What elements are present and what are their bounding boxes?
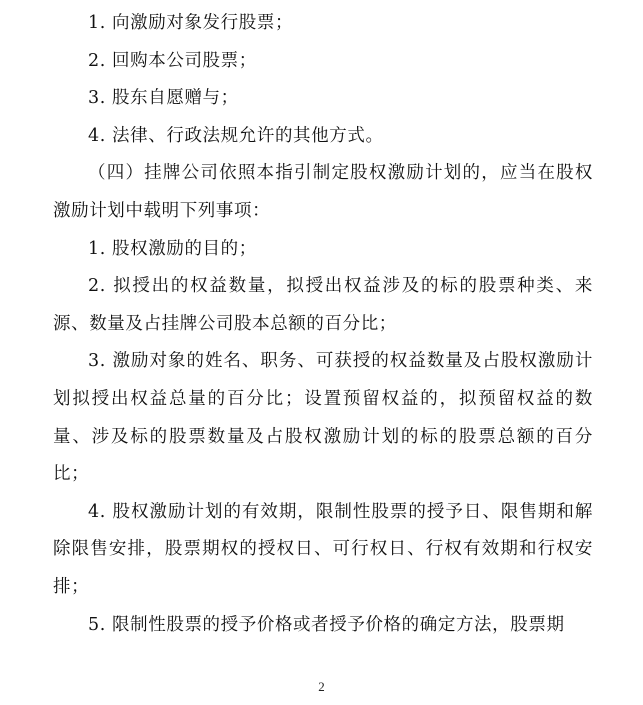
paragraph-method-3: 3. 股东自愿赠与； (88, 88, 239, 109)
paragraph-item-1: 1. 股权激励的目的； (88, 238, 257, 259)
paragraph-item-3: 3. 激励对象的姓名、职务、可获授的权益数量及占股权激励计划拟授出权益总量的百分比；设置预留权益的，拟预留权益的数量、涉及标的股票数量及占股权激励计划的标的股票总额的百分比； (53, 351, 593, 485)
paragraph-method-4: 4. 法律、行政法规允许的其他方式。 (88, 125, 384, 146)
paragraph-item-2: 2. 拟授出的权益数量，拟授出权益涉及的标的股票种类、来源、数量及占挂牌公司股本总额的百分比； (53, 276, 593, 334)
paragraph-item-5: 5. 限制性股票的授予价格或者授予价格的确定方法，股票期 (88, 614, 565, 635)
paragraph-method-2: 2. 回购本公司股票； (88, 50, 257, 71)
paragraph-section-4-intro: （四）挂牌公司依照本指引制定股权激励计划的，应当在股权激励计划中载明下列事项： (53, 163, 593, 221)
paragraph-method-1: 1. 向激励对象发行股票； (88, 13, 294, 33)
paragraph-item-4: 4. 股权激励计划的有效期，限制性股票的授予日、限售期和解除限售安排，股票期权的授权日、可行权日、行权有效期和行权安排； (53, 501, 593, 597)
document-body (53, 5, 593, 644)
page-number: 2 (318, 679, 325, 694)
